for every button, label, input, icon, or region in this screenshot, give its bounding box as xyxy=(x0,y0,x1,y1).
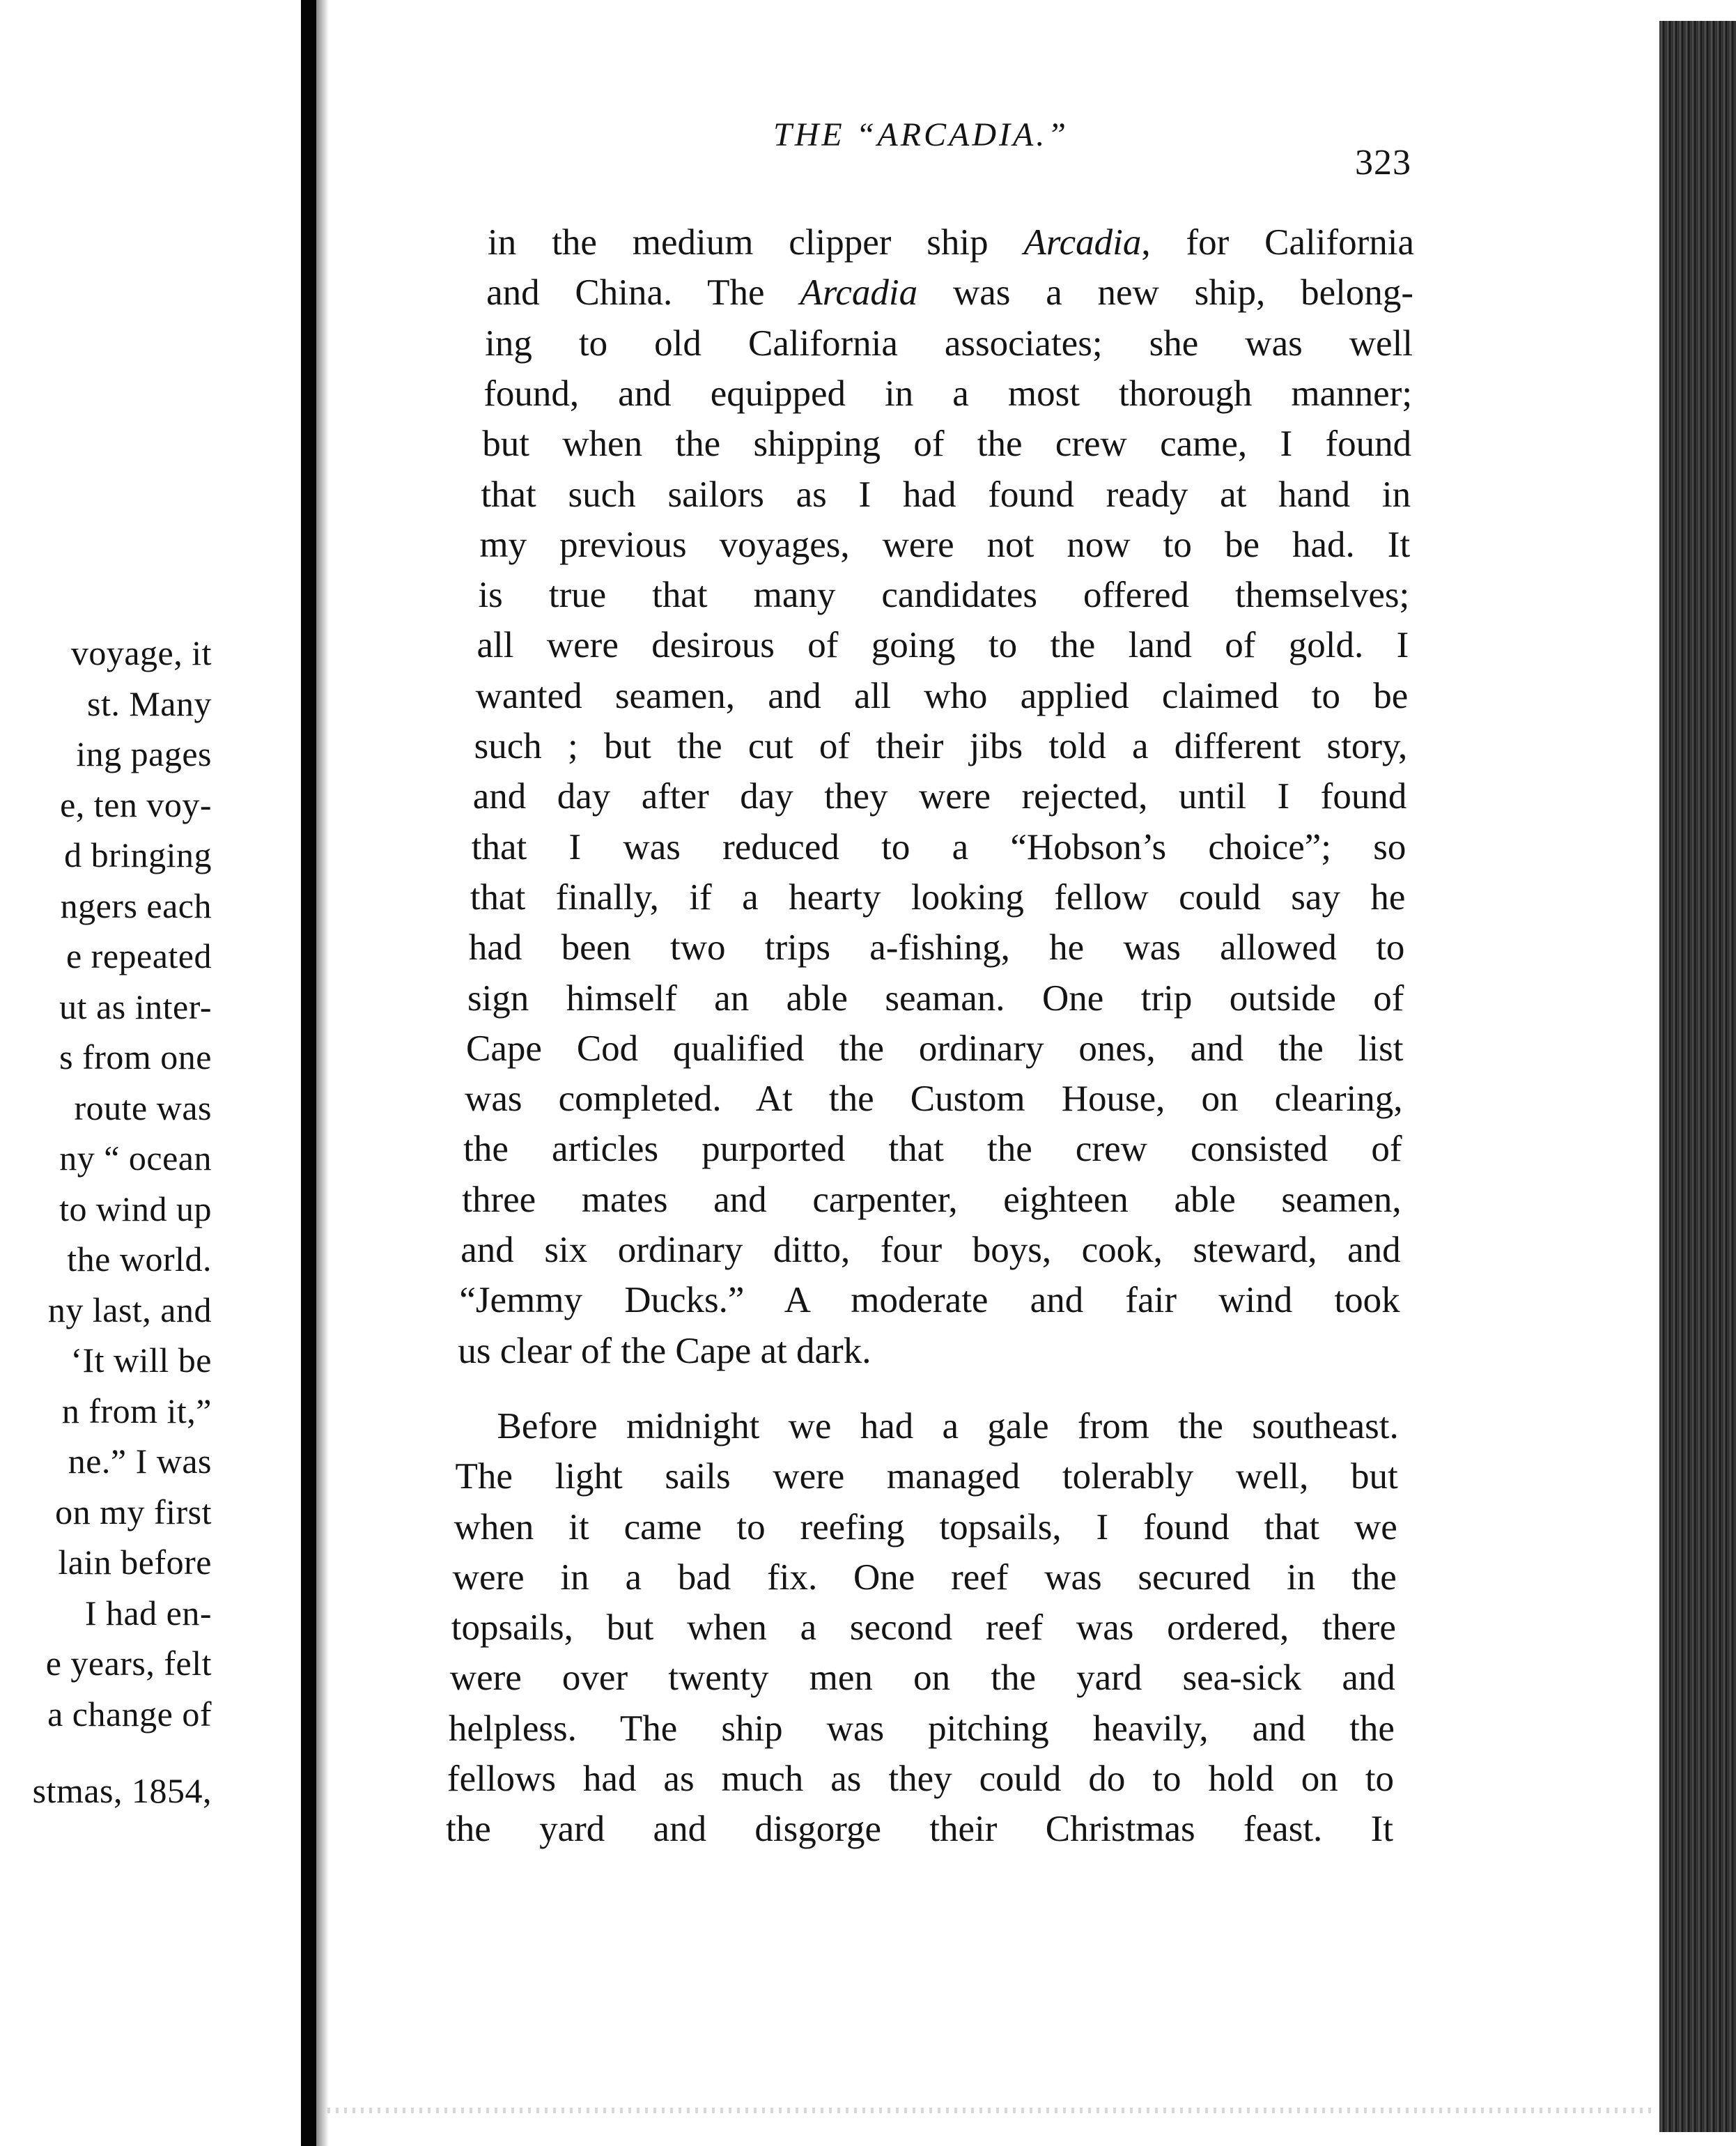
page-number: 323 xyxy=(1355,143,1411,183)
facing-page-line: ny “ ocean xyxy=(59,1138,212,1178)
facing-page-line: n from it,” xyxy=(61,1391,212,1430)
facing-page-line: ngers each xyxy=(60,886,212,925)
text-line: and China. The Arcadia was a new ship, belong- xyxy=(486,272,1413,314)
text-line: and day after day they were rejected, until I found xyxy=(472,776,1407,817)
text-line: topsails, but when a second reef was ordered, there xyxy=(451,1607,1396,1649)
book-gutter xyxy=(301,0,316,2146)
facing-page-line: s from one xyxy=(59,1037,212,1076)
facing-page-line: e years, felt xyxy=(45,1644,212,1683)
facing-page-line: ny last, and xyxy=(47,1290,212,1329)
text-line: the yard and disgorge their Christmas feast. It xyxy=(446,1809,1393,1850)
text-line: that I was reduced to a “Hobson’s choice”; so xyxy=(471,826,1406,867)
text-line: “Jemmy Ducks.” A moderate and fair wind took xyxy=(459,1280,1400,1321)
facing-page-line: d bringing xyxy=(64,835,212,874)
text-line: had been two trips a-fishing, he was allowed to xyxy=(468,927,1405,968)
facing-page-text xyxy=(0,0,300,2146)
text-line: were in a bad fix. One reef was secured in the xyxy=(452,1557,1397,1598)
facing-page-line: to wind up xyxy=(59,1189,212,1228)
facing-page-line: on my first xyxy=(55,1492,212,1531)
text-line: such ; but the cut of their jibs told a different story, xyxy=(474,726,1408,766)
facing-page-line: the world. xyxy=(67,1240,212,1279)
facing-page-line: a change of xyxy=(47,1694,212,1734)
text-line: The light sails were managed tolerably well, but xyxy=(455,1456,1398,1497)
text-line: all were desirous of going to the land of gold. I xyxy=(476,625,1409,666)
running-head: THE “ARCADIA.” xyxy=(773,116,1069,153)
text-line: my previous voyages, were not now to be had. It xyxy=(479,524,1411,565)
text-line: wanted seamen, and all who applied claimed to be xyxy=(475,675,1409,716)
book-page-edges xyxy=(1659,21,1736,2132)
text-line: three mates and carpenter, eighteen able seamen, xyxy=(462,1179,1402,1220)
facing-page-line: e repeated xyxy=(65,936,212,975)
text-line: but when the shipping of the crew came, I found xyxy=(482,424,1412,465)
facing-page-line: I had en- xyxy=(84,1593,212,1632)
text-line: helpless. The ship was pitching heavily, and the xyxy=(448,1708,1395,1749)
text-line: were over twenty men on the yard sea-sick and xyxy=(449,1658,1395,1699)
facing-page-line: ne.” I was xyxy=(68,1442,212,1481)
text-line: in the medium clipper ship Arcadia, for California xyxy=(488,222,1415,263)
text-line: when it came to reefing topsails, I found that we xyxy=(454,1506,1397,1547)
text-line: Before midnight we had a gale from the southeast. xyxy=(497,1405,1399,1446)
facing-page-line: voyage, it xyxy=(70,633,212,672)
facing-page-line: e, ten voy- xyxy=(60,785,212,824)
facing-page-line: lain before xyxy=(58,1543,212,1582)
text-line: fellows had as much as they could do to hold on to xyxy=(447,1759,1394,1799)
text-line: ing to old California associates; she was well xyxy=(485,323,1413,364)
facing-page-line: route was xyxy=(74,1088,212,1127)
facing-page-line: ing pages xyxy=(76,734,212,773)
facing-page-line: ut as inter- xyxy=(59,987,212,1026)
text-line: that finally, if a hearty looking fellow could say he xyxy=(470,877,1406,918)
text-line: is true that many candidates offered themselves; xyxy=(478,575,1410,616)
text-line: and six ordinary ditto, four boys, cook, steward, and xyxy=(460,1230,1401,1270)
text-line: was completed. At the Custom House, on clearing, xyxy=(465,1079,1403,1120)
facing-page-line: stmas, 1854, xyxy=(32,1771,212,1810)
bottom-edge-smudge xyxy=(327,2108,1651,2113)
gutter-shadow xyxy=(316,0,329,2146)
text-line: that such sailors as I had found ready at hand in xyxy=(481,474,1411,515)
text-line: us clear of the Cape at dark. xyxy=(458,1330,871,1371)
facing-page xyxy=(0,0,301,2146)
text-line: the articles purported that the crew consisted of xyxy=(463,1129,1402,1170)
text-line: sign himself an able seaman. One trip outside of xyxy=(467,978,1404,1019)
text-line: Cape Cod qualified the ordinary ones, and the list xyxy=(466,1028,1404,1069)
text-line: found, and equipped in a most thorough manner; xyxy=(483,373,1413,414)
facing-page-line: ‘It will be xyxy=(70,1341,212,1380)
facing-page-line: st. Many xyxy=(87,684,212,723)
